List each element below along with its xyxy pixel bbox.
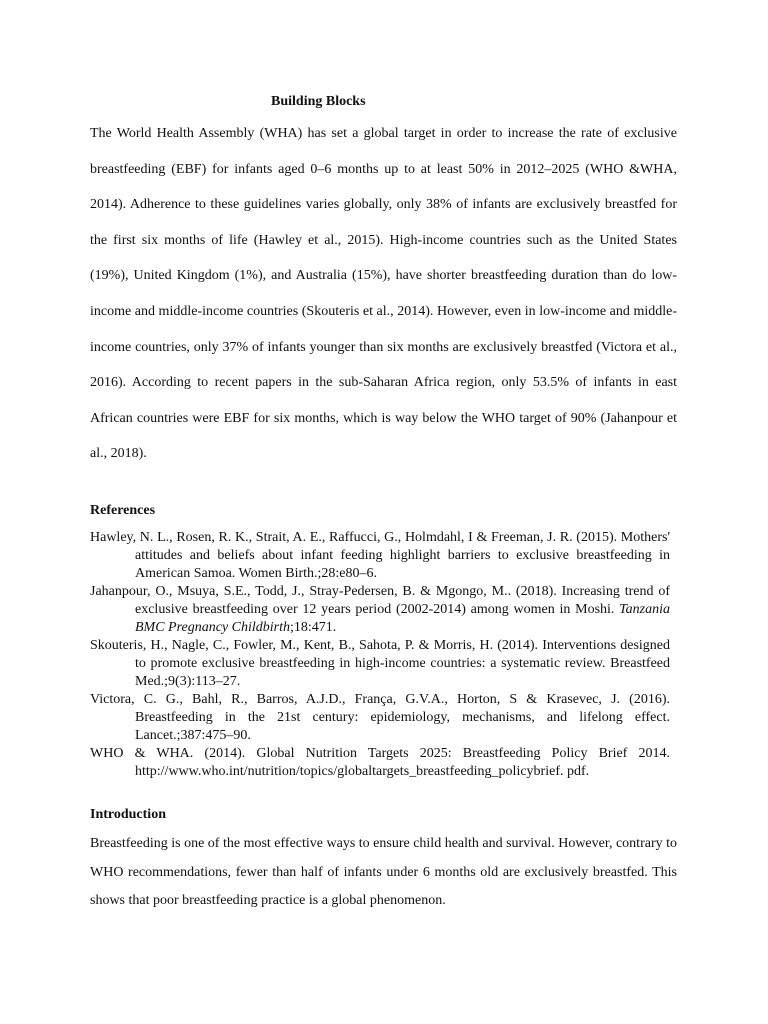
building-blocks-paragraph: The World Health Assembly (WHA) has set a global target in order to increase the rate of exclusive breastfeeding (EBF) for infants aged 0–6 months up to at least 50% in 2012–2025 (WHO &WHA, 2014). Adherence to these guidelines varies globally, only 38% of infants are exclusively breastfed for the first six months of life (Hawley et al., 2015). High-income countries such as the United States (19%), United Kingdom (1%), and Australia (15%), have shorter breastfeeding duration than do low-income and middle-income countries (Skouteris et al., 2014). However, even in low-income and middle-income countries, only 37% of infants younger than six months are exclusively breastfed (Victora et al., 2016). According to recent papers in the sub-Saharan Africa region, only 53.5% of infants in east African countries were EBF for six months, which is way below the WHO target of 90% (Jahanpour et al., 2018).	[90, 126, 677, 462]
reference-text: Jahanpour, O., Msuya, S.E., Todd, J., Stray-Pedersen, B. & Mgongo, M.. (2018). Increasing trend of exclusive breastfeeding over 12 years period (2002-2014) among women in Moshi.	[90, 584, 670, 617]
reference-item	[90, 745, 670, 781]
introduction-heading: Introduction	[90, 807, 166, 822]
reference-text-end: ;18:471.	[290, 620, 337, 635]
reference-item	[90, 637, 670, 691]
reference-text: WHO & WHA. (2014). Global Nutrition Targets 2025: Breastfeeding Policy Brief 2014. http://www.who.int/nutrition/topics/globaltargets_breastfeeding_policybrief. pdf.	[90, 746, 670, 779]
reference-text: Victora, C. G., Bahl, R., Barros, A.J.D., França, G.V.A., Horton, S & Krasevec, J. (2016). Breastfeeding in the 21st century: epidemiology, mechanisms, and lifelong effect. Lancet.;387:475–90.	[90, 692, 670, 743]
reference-item	[90, 691, 670, 745]
reference-item	[90, 583, 670, 637]
reference-text: Skouteris, H., Nagle, C., Fowler, M., Kent, B., Sahota, P. & Morris, H. (2014). Interventions designed to promote exclusive breastfeeding in high-income countries: a systematic review. Breastfeed Med.;9(3):113–27.	[90, 638, 670, 689]
reference-item	[90, 529, 670, 583]
introduction-paragraph: Breastfeeding is one of the most effective ways to ensure child health and survival. However, contrary to WHO recommendations, fewer than half of infants under 6 months old are exclusively breastfed. This shows that poor breastfeeding practice is a global phenomenon.	[90, 836, 677, 908]
reference-journal: Tanzania BMC Pregnancy Childbirth	[135, 602, 670, 635]
building-blocks-heading: Building Blocks	[271, 94, 366, 109]
reference-text: Hawley, N. L., Rosen, R. K., Strait, A. E., Raffucci, G., Holmdahl, I & Freeman, J. R. (2015). Mothers' attitudes and beliefs about infant feeding highlight barriers to exclusive breastfeeding in American Samoa. Women Birth.;28:e80–6.	[90, 530, 670, 581]
references-list	[90, 529, 670, 781]
references-heading: References	[90, 503, 156, 518]
